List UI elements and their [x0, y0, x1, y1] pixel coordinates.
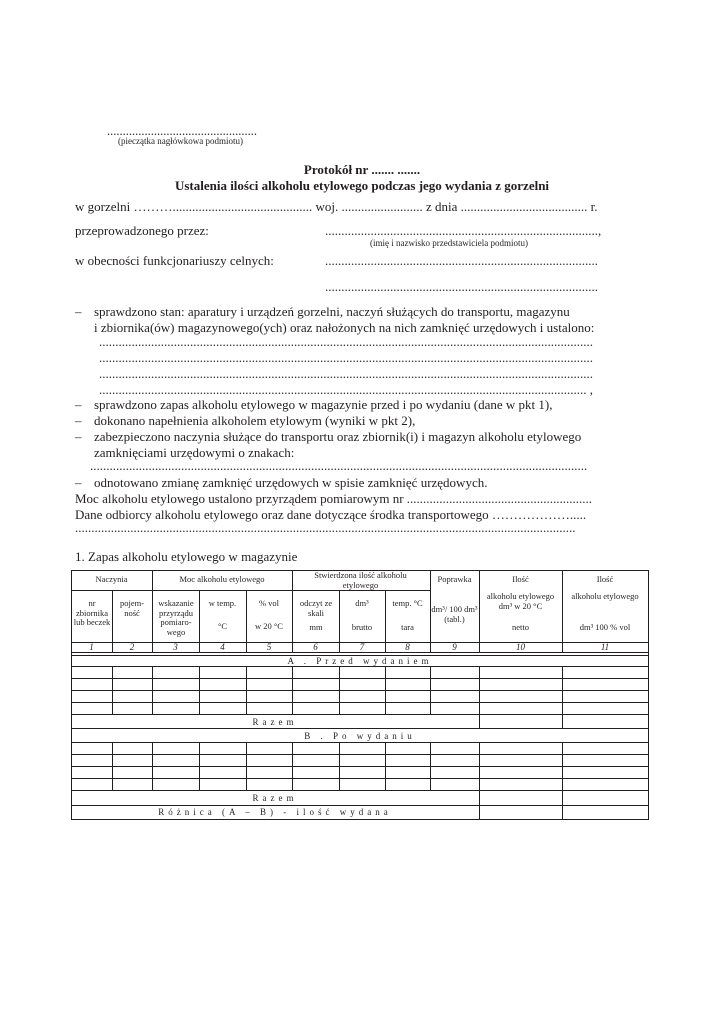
protocol-title: Protokół nr ....... .......	[303, 162, 421, 177]
section1-title: 1. Zapas alkoholu etylowego w magazynie	[75, 549, 298, 564]
header-odczyt: odczyt ze skali	[299, 598, 333, 618]
header-alk100-a: alkoholu etylowego	[571, 591, 639, 601]
conducted-by-field[interactable]: ....................................................................................,	[325, 223, 602, 238]
col-number: 9	[452, 642, 457, 652]
header-alk100-b: dm³ 100 % vol	[579, 622, 631, 632]
header-alk20-a: alkoholu etylowego	[486, 591, 555, 601]
seal-marks-dots[interactable]: .........................................................................................................................................................	[90, 458, 588, 473]
stamp-dots: ................................................	[107, 124, 257, 138]
header-tara: tara	[401, 622, 414, 632]
final-dots[interactable]: ..........................................................................................................................................................	[75, 520, 576, 535]
officers-field-1[interactable]: ....................................................................................	[325, 253, 598, 268]
recipient-line: Dane odbiorcy alkoholu etylowego oraz dane dotyczące środka transportowego ……………….....	[75, 507, 587, 522]
item4-line-a: zabezpieczono naczynia służące do transportu oraz zbiornik(i) i magazyn alkoholu etylowego	[94, 429, 582, 444]
officers-label: w obecności funkcjonariuszy celnych:	[75, 253, 274, 268]
roznica-row: Różnica (A – B) - ilość wydana	[158, 807, 392, 817]
list-dash: –	[75, 397, 82, 412]
header-moc: Moc alkoholu etylowego	[179, 574, 265, 584]
header-netto: netto	[512, 622, 529, 632]
header-w20: w 20 °C	[255, 621, 283, 631]
header-naczynia: Naczynia	[95, 574, 128, 584]
list-dash: –	[75, 429, 82, 444]
col-number: 8	[405, 642, 410, 652]
header-mm: mm	[309, 622, 323, 632]
band-po-wydaniu: B . Po wydaniu	[304, 731, 416, 741]
protocol-subtitle: Ustalenia ilości alkoholu etylowego podczas jego wydania z gorzelni	[174, 178, 550, 193]
band-przed-wydaniem: A . Przed wydaniem	[287, 656, 433, 666]
distillery-line: w gorzelni ………........................................... woj. ......................... z dnia ....................................... r.	[75, 199, 598, 214]
col-number: 11	[600, 642, 610, 652]
header-stwierdzona: Stwierdzona ilość alkoholu etylowego	[314, 570, 407, 590]
header-nr: nr zbiornika lub beczek	[73, 598, 111, 627]
header-poprawka-unit: dm³/ 100 dm³ (tabl.)	[431, 604, 478, 624]
item3: dokonano napełnienia alkoholem etylowym (wyniki w pkt 2),	[94, 413, 416, 428]
header-brutto: brutto	[351, 622, 373, 632]
item5: odnotowano zmianę zamknięć urzędowych w spisie zamknięć urzędowych.	[94, 475, 488, 490]
item2: sprawdzono zapas alkoholu etylowego w magazynie przed i po wydaniu (dane w pkt 1),	[94, 397, 553, 412]
col-number: 4	[220, 642, 225, 652]
item1-line-b: i zbiornika(ów) magazynowego(ych) oraz nałożonych na nich zamknięć urzędowych i ustalono:	[94, 320, 595, 335]
col-number: 7	[359, 642, 365, 652]
item1-line-a: sprawdzono stan: aparatury i urządzeń gorzelni, naczyń służących do transportu, magazynu	[94, 304, 570, 319]
conducted-by-label: przeprowadzonego przez:	[75, 223, 209, 238]
col-number: 3	[173, 642, 178, 652]
header-dm3: dm³	[355, 598, 369, 608]
col-number: 5	[266, 642, 272, 652]
col-number: 10	[516, 642, 525, 652]
conducted-by-note: (imię i nazwisko przedstawiciela podmiotu)	[370, 238, 528, 248]
list-dash: –	[75, 304, 82, 319]
header-vol: % vol	[258, 598, 280, 608]
header-alk20-b: dm³ w 20 °C	[498, 601, 543, 611]
header-wskazanie: wskazanie przyrządu pomiaro-wego	[158, 598, 194, 637]
header-temp: temp. °C	[392, 598, 423, 608]
header-wtemp: w temp.	[208, 598, 237, 608]
header-ilosc-2: Ilość	[596, 574, 614, 584]
strength-line: Moc alkoholu etylowego ustalono przyrządem pomiarowym nr .........................................................	[75, 491, 593, 506]
list-dash: –	[75, 413, 82, 428]
list-dash: –	[75, 475, 82, 490]
header-ilosc-1: Ilość	[512, 574, 529, 584]
col-number: 2	[129, 642, 135, 652]
findings-dots-4[interactable]: ...................................................................................................................................................... ,	[99, 382, 593, 397]
findings-dots-2[interactable]: ........................................................................................................................................................	[99, 350, 593, 365]
razem-a: Razem	[252, 717, 298, 727]
item4-line-b: zamknięciami urzędowymi o znakach:	[94, 445, 295, 460]
findings-dots-3[interactable]: ........................................................................................................................................................	[99, 366, 593, 381]
stock-table	[71, 570, 649, 820]
header-poprawka: Poprawka	[437, 574, 472, 584]
stamp-label: (pieczątka nagłówkowa podmiotu)	[118, 136, 243, 146]
header-celsius: °C	[217, 621, 228, 631]
razem-b: Razem	[252, 793, 298, 803]
col-number: 1	[89, 642, 94, 652]
officers-field-2[interactable]: ....................................................................................	[325, 279, 598, 294]
header-pojemnosc: pojem-ność	[119, 598, 145, 618]
findings-dots-1[interactable]: ........................................................................................................................................................	[99, 334, 593, 349]
col-number: 6	[313, 642, 318, 652]
